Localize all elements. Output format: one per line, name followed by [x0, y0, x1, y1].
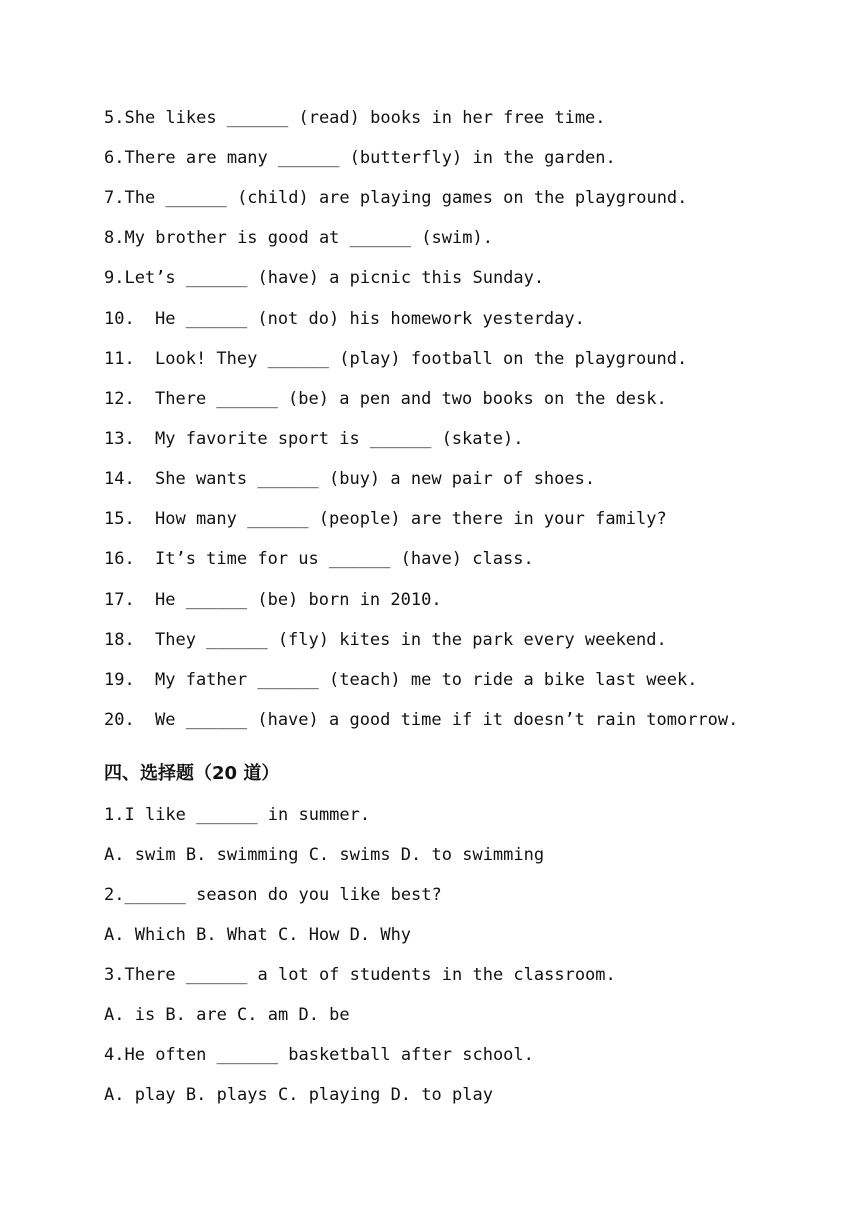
- choice-question-1: [104, 804, 370, 826]
- item-text: He ______ (not do) his homework yesterday.: [155, 309, 585, 329]
- fill-item-17: [104, 589, 442, 611]
- item-text: She likes ______ (read) books in her free time.: [124, 108, 606, 128]
- question-text: He often ______ basketball after school.: [124, 1045, 534, 1065]
- fill-item-11: [104, 348, 687, 370]
- choice-options-4: A. play B. plays C. playing D. to play: [104, 1085, 493, 1105]
- item-number: 2.: [104, 885, 125, 905]
- item-number: 11.: [104, 349, 135, 369]
- fill-item-18: [104, 629, 667, 651]
- item-number: 4.: [104, 1045, 125, 1065]
- item-number: 14.: [104, 469, 135, 489]
- section-heading: 四、选择题（20 道）: [104, 763, 280, 784]
- fill-item-13: [104, 428, 523, 450]
- item-text: We ______ (have) a good time if it doesn’t rain tomorrow.: [155, 710, 739, 730]
- item-number: 19.: [104, 670, 135, 690]
- question-text: ______ season do you like best?: [124, 885, 442, 905]
- question-text: I like ______ in summer.: [124, 805, 371, 825]
- item-number: 9.: [104, 268, 125, 288]
- fill-item-9: [104, 267, 544, 289]
- item-text: My favorite sport is ______ (skate).: [155, 429, 524, 449]
- fill-item-8: [104, 227, 493, 249]
- fill-item-10: [104, 308, 585, 330]
- item-number: 1.: [104, 805, 125, 825]
- fill-item-7: [104, 187, 687, 209]
- fill-item-6: [104, 147, 616, 169]
- item-number: 3.: [104, 965, 125, 985]
- choice-question-3: [104, 964, 616, 986]
- choice-options-2: A. Which B. What C. How D. Why: [104, 925, 412, 945]
- fill-item-20: [104, 709, 738, 731]
- fill-item-19: [104, 669, 697, 691]
- fill-item-15: [104, 508, 667, 530]
- item-number: 15.: [104, 509, 135, 529]
- item-number: 7.: [104, 188, 125, 208]
- item-text: Let’s ______ (have) a picnic this Sunday.: [124, 268, 545, 288]
- item-text: My brother is good at ______ (swim).: [124, 228, 493, 248]
- item-text: Look! They ______ (play) football on the playground.: [155, 349, 688, 369]
- fill-item-12: [104, 388, 667, 410]
- item-text: She wants ______ (buy) a new pair of shoes.: [155, 469, 596, 489]
- item-number: 12.: [104, 389, 135, 409]
- item-text: There ______ (be) a pen and two books on the desk.: [155, 389, 667, 409]
- item-number: 13.: [104, 429, 135, 449]
- item-number: 16.: [104, 549, 135, 569]
- item-number: 5.: [104, 108, 125, 128]
- question-text: There ______ a lot of students in the classroom.: [124, 965, 616, 985]
- item-text: It’s time for us ______ (have) class.: [155, 549, 534, 569]
- fill-item-16: [104, 548, 534, 570]
- item-text: There are many ______ (butterfly) in the garden.: [124, 148, 616, 168]
- item-text: My father ______ (teach) me to ride a bike last week.: [155, 670, 698, 690]
- item-number: 18.: [104, 630, 135, 650]
- item-number: 20.: [104, 710, 135, 730]
- item-number: 8.: [104, 228, 125, 248]
- item-number: 10.: [104, 309, 135, 329]
- fill-item-5: [104, 107, 606, 129]
- item-number: 6.: [104, 148, 125, 168]
- fill-item-14: [104, 468, 595, 490]
- item-text: They ______ (fly) kites in the park every weekend.: [155, 630, 667, 650]
- choice-question-2: [104, 884, 442, 906]
- item-text: The ______ (child) are playing games on the playground.: [124, 188, 688, 208]
- choice-options-3: A. is B. are C. am D. be: [104, 1005, 350, 1025]
- item-number: 17.: [104, 590, 135, 610]
- choice-question-4: [104, 1044, 534, 1066]
- item-text: He ______ (be) born in 2010.: [155, 590, 442, 610]
- item-text: How many ______ (people) are there in your family?: [155, 509, 667, 529]
- choice-options-1: A. swim B. swimming C. swims D. to swimming: [104, 845, 545, 865]
